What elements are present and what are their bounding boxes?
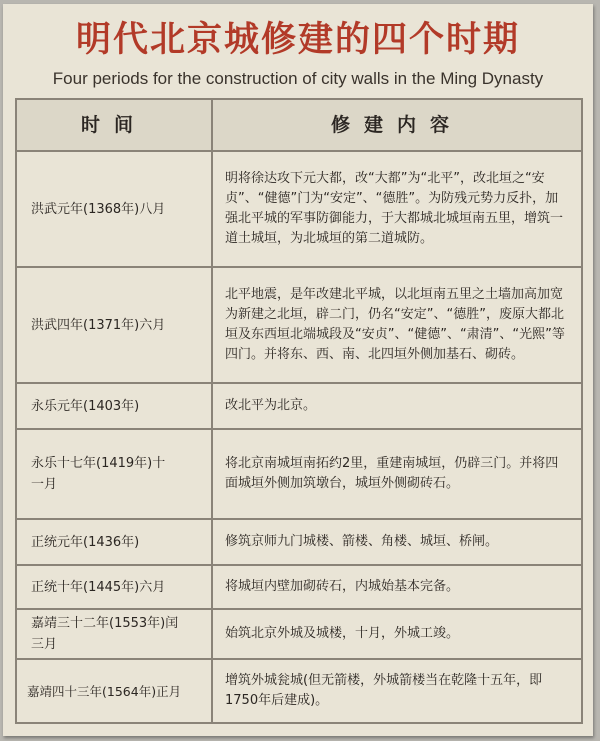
chinese-title: 明代北京城修建的四个时期 <box>75 20 520 60</box>
table-row <box>17 566 581 610</box>
table-row <box>17 384 581 430</box>
table-row <box>17 520 581 566</box>
row-content: 将北京南城垣南拓约2里，重建南城垣，仍辟三门。并将四面城垣外侧加筑墩台，城垣外侧砌砖石。 <box>225 456 559 491</box>
header-content: 修建内容 <box>330 114 463 136</box>
header-time: 时间 <box>17 100 213 150</box>
row-content: 北平地震，是年改建北平城，以北垣南五里之土墙加高加宽为新建之北垣，辟二门，仍名“安定”、“德胜”，废原大都北垣及东西垣北端城段及“安贞”、“健德”、“肃清”、“光熙”等四门。并将东、西、南、北四垣外侧加基石、砌砖。 <box>225 287 565 362</box>
row-time: 正统十年(1445年)六月 <box>17 566 213 608</box>
table-row <box>17 152 581 268</box>
row-time: 正统元年(1436年) <box>17 520 213 564</box>
row-content: 将城垣内壁加砌砖石，内城始基本完备。 <box>225 579 460 594</box>
row-time: 嘉靖四十三年(1564年)正月 <box>17 660 213 722</box>
periods-table <box>15 98 583 724</box>
table-row <box>17 430 581 520</box>
row-time: 洪武元年(1368年)八月 <box>17 152 213 266</box>
row-time: 永乐元年(1403年) <box>17 384 213 428</box>
row-content: 增筑外城瓮城(但无箭楼，外城箭楼当在乾隆十五年，即1750年后建成)。 <box>225 673 543 708</box>
row-content: 明将徐达攻下元大都，改“大都”为“北平”，改北垣之“安贞”、“健德”门为“安定”、“德胜”。为防残元势力反扑，加强北平城的军事防御能力，于大都城北城垣南五里，增筑一道土城垣，为北城垣的第二道城防。 <box>225 171 564 246</box>
row-time: 嘉靖三十二年(1553年)闰三月 <box>17 610 213 658</box>
table-header <box>17 100 581 152</box>
row-time: 洪武四年(1371年)六月 <box>17 268 213 382</box>
exhibit-board <box>3 4 593 736</box>
table-row <box>17 610 581 660</box>
table-row <box>17 268 581 384</box>
row-time: 永乐十七年(1419年)十一月 <box>17 430 213 518</box>
row-content: 修筑京师九门城楼、箭楼、角楼、城垣、桥闸。 <box>225 534 499 549</box>
row-content: 始筑北京外城及城楼，十月，外城工竣。 <box>225 626 460 641</box>
english-title: Four periods for the construction of city walls in the Ming Dynasty <box>52 69 544 88</box>
row-content: 改北平为北京。 <box>225 398 317 413</box>
table-row <box>17 660 581 722</box>
